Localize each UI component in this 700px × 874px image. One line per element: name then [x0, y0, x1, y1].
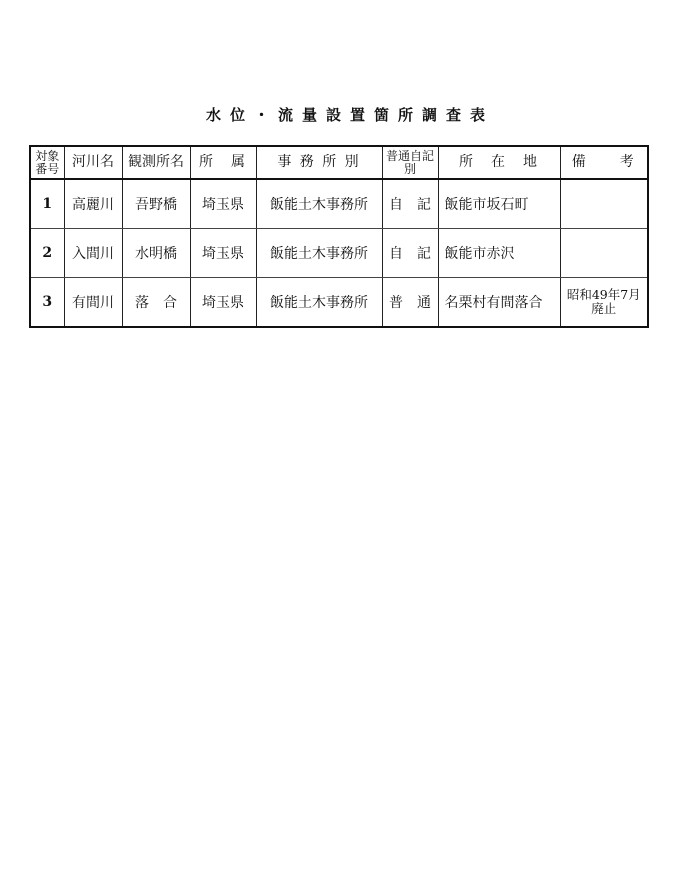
row-station: 落 合 — [122, 278, 190, 328]
table-row — [30, 179, 648, 229]
row-no: 1 — [30, 179, 64, 229]
header-no: 対象番号 — [30, 146, 64, 179]
table-header-row — [30, 146, 648, 179]
header-remarks: 備 考 — [560, 146, 648, 179]
row-affiliation: 埼玉県 — [190, 229, 256, 278]
row-remarks: 昭和49年7月廃止 — [560, 278, 648, 328]
row-station: 吾野橋 — [122, 179, 190, 229]
table-row — [30, 278, 648, 328]
row-location: 名栗村有間落合 — [438, 278, 560, 328]
row-river: 入間川 — [64, 229, 122, 278]
header-river: 河川名 — [64, 146, 122, 179]
header-type: 普通自記別 — [382, 146, 438, 179]
header-office: 事 務 所 別 — [256, 146, 382, 179]
document-title: 水位・流量設置箇所調査表 — [205, 106, 494, 124]
row-location: 飯能市坂石町 — [438, 179, 560, 229]
table-row — [30, 229, 648, 278]
row-affiliation: 埼玉県 — [190, 278, 256, 328]
row-station: 水明橋 — [122, 229, 190, 278]
survey-table — [29, 145, 649, 328]
row-no: 2 — [30, 229, 64, 278]
row-office: 飯能土木事務所 — [256, 278, 382, 328]
row-office: 飯能土木事務所 — [256, 179, 382, 229]
row-river: 有間川 — [64, 278, 122, 328]
row-type: 自 記 — [382, 229, 438, 278]
row-type: 自 記 — [382, 179, 438, 229]
header-location: 所 在 地 — [438, 146, 560, 179]
header-station: 観測所名 — [122, 146, 190, 179]
row-location: 飯能市赤沢 — [438, 229, 560, 278]
row-river: 高麗川 — [64, 179, 122, 229]
row-office: 飯能土木事務所 — [256, 229, 382, 278]
header-affiliation: 所 属 — [190, 146, 256, 179]
row-affiliation: 埼玉県 — [190, 179, 256, 229]
row-remarks — [560, 229, 648, 278]
row-no: 3 — [30, 278, 64, 328]
row-remarks — [560, 179, 648, 229]
row-type: 普 通 — [382, 278, 438, 328]
